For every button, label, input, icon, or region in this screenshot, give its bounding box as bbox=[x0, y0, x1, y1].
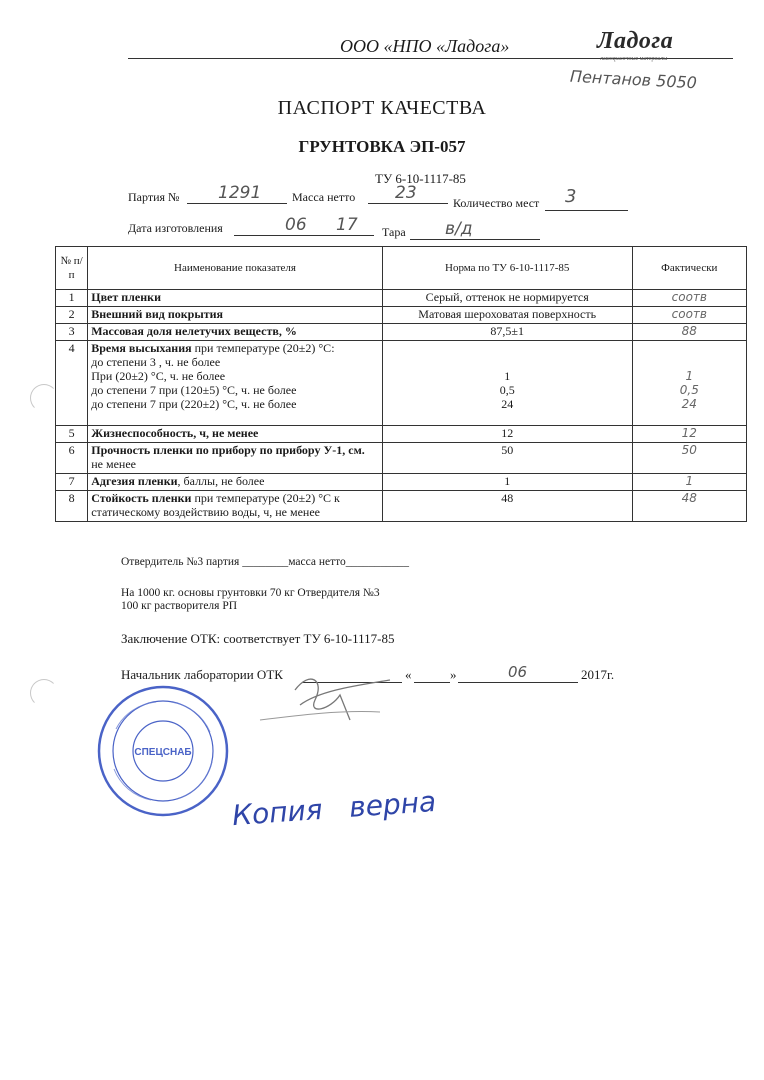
stamp-center-text: СПЕЦСНАБ bbox=[134, 747, 192, 758]
day-underline bbox=[414, 682, 450, 683]
date-value: 06 17 bbox=[285, 215, 358, 235]
head-label: Начальник лаборатории ОТК bbox=[121, 667, 283, 682]
places-label: Количество мест bbox=[453, 196, 540, 210]
quality-table bbox=[55, 246, 747, 522]
places-underline bbox=[545, 210, 628, 211]
table-row: 8 Стойкость пленки при температуре (20±2) °С к статическому воздействию воды, ч, не менее 48 48 bbox=[56, 491, 747, 522]
document-title: ПАСПОРТ КАЧЕСТВА bbox=[277, 97, 487, 119]
date-underline bbox=[234, 235, 374, 236]
table-row: 6 Прочность пленки по прибору по прибору У-1, см. не менее 50 50 bbox=[56, 443, 747, 474]
otk-conclusion: Заключение ОТК: соответствует ТУ 6-10-1117-85 bbox=[121, 631, 395, 646]
table-row: 7 Адгезия пленки, баллы, не более 1 1 bbox=[56, 474, 747, 491]
header-num: № п/п bbox=[56, 247, 88, 290]
table-row: 1 Цвет пленки Серый, оттенок не нормируется соотв bbox=[56, 290, 747, 307]
places-value: 3 bbox=[565, 186, 577, 207]
quote-close: » bbox=[450, 667, 457, 682]
table-row: 2 Внешний вид покрытия Матовая шероховатая поверхность соотв bbox=[56, 307, 747, 324]
header-fact: Фактически bbox=[632, 247, 746, 290]
batch-underline bbox=[187, 203, 287, 204]
batch-label: Партия № bbox=[128, 190, 180, 204]
batch-value: 1291 bbox=[218, 183, 262, 203]
net-mass-label: Масса нетто bbox=[292, 190, 356, 204]
company-stamp bbox=[96, 684, 230, 818]
punch-hole-top bbox=[30, 384, 58, 412]
punch-hole-bottom bbox=[30, 679, 58, 707]
tare-value: в/д bbox=[445, 219, 473, 239]
company-name: ООО «НПО «Ладога» bbox=[340, 36, 510, 56]
logo-subtitle: лакокрасочные материалы bbox=[600, 56, 668, 62]
table-row: 5 Жизнеспособность, ч, не менее 12 12 bbox=[56, 426, 747, 443]
net-mass-underline bbox=[368, 203, 448, 204]
header-name: Наименование показателя bbox=[88, 247, 383, 290]
net-mass-value: 23 bbox=[395, 183, 417, 203]
tare-underline bbox=[410, 239, 540, 240]
table-row: 4 Время высыхания при температуре (20±2) °С: до степени 3 , ч. не более При (20±2) °С, ч. не более до степени 7 при (120±5) °С, ч. не более до степени 7 при (220±2) °С, ч. не более 1 0,5 24 1 0,5 24 bbox=[56, 341, 747, 426]
tare-label: Тара bbox=[382, 225, 406, 239]
hardener-line: Отвердитель №3 партия ________масса нетто___________ bbox=[121, 556, 409, 568]
product-name: ГРУНТОВКА ЭП-057 bbox=[298, 137, 466, 156]
month-value: 06 bbox=[508, 663, 528, 681]
tu-reference: ТУ 6-10-1117-85 bbox=[375, 171, 466, 186]
signature-scribble bbox=[240, 650, 400, 740]
ratio-line-2: 100 кг растворителя РП bbox=[121, 600, 238, 612]
date-label: Дата изготовления bbox=[128, 221, 223, 235]
header-norm: Норма по ТУ 6-10-1117-85 bbox=[382, 247, 632, 290]
company-logo: Ладога bbox=[597, 28, 674, 54]
quote-open: « bbox=[405, 667, 412, 682]
table-row: 3 Массовая доля нелетучих веществ, % 87,5±1 88 bbox=[56, 324, 747, 341]
year: 2017г. bbox=[581, 667, 615, 682]
copy-certification: Копия верна bbox=[231, 784, 438, 833]
month-underline bbox=[458, 682, 578, 683]
handwritten-note: Пентанов 5050 bbox=[569, 66, 698, 93]
table-header-row bbox=[56, 247, 747, 290]
ratio-line-1: На 1000 кг. основы грунтовки 70 кг Отвердителя №3 bbox=[121, 587, 380, 599]
